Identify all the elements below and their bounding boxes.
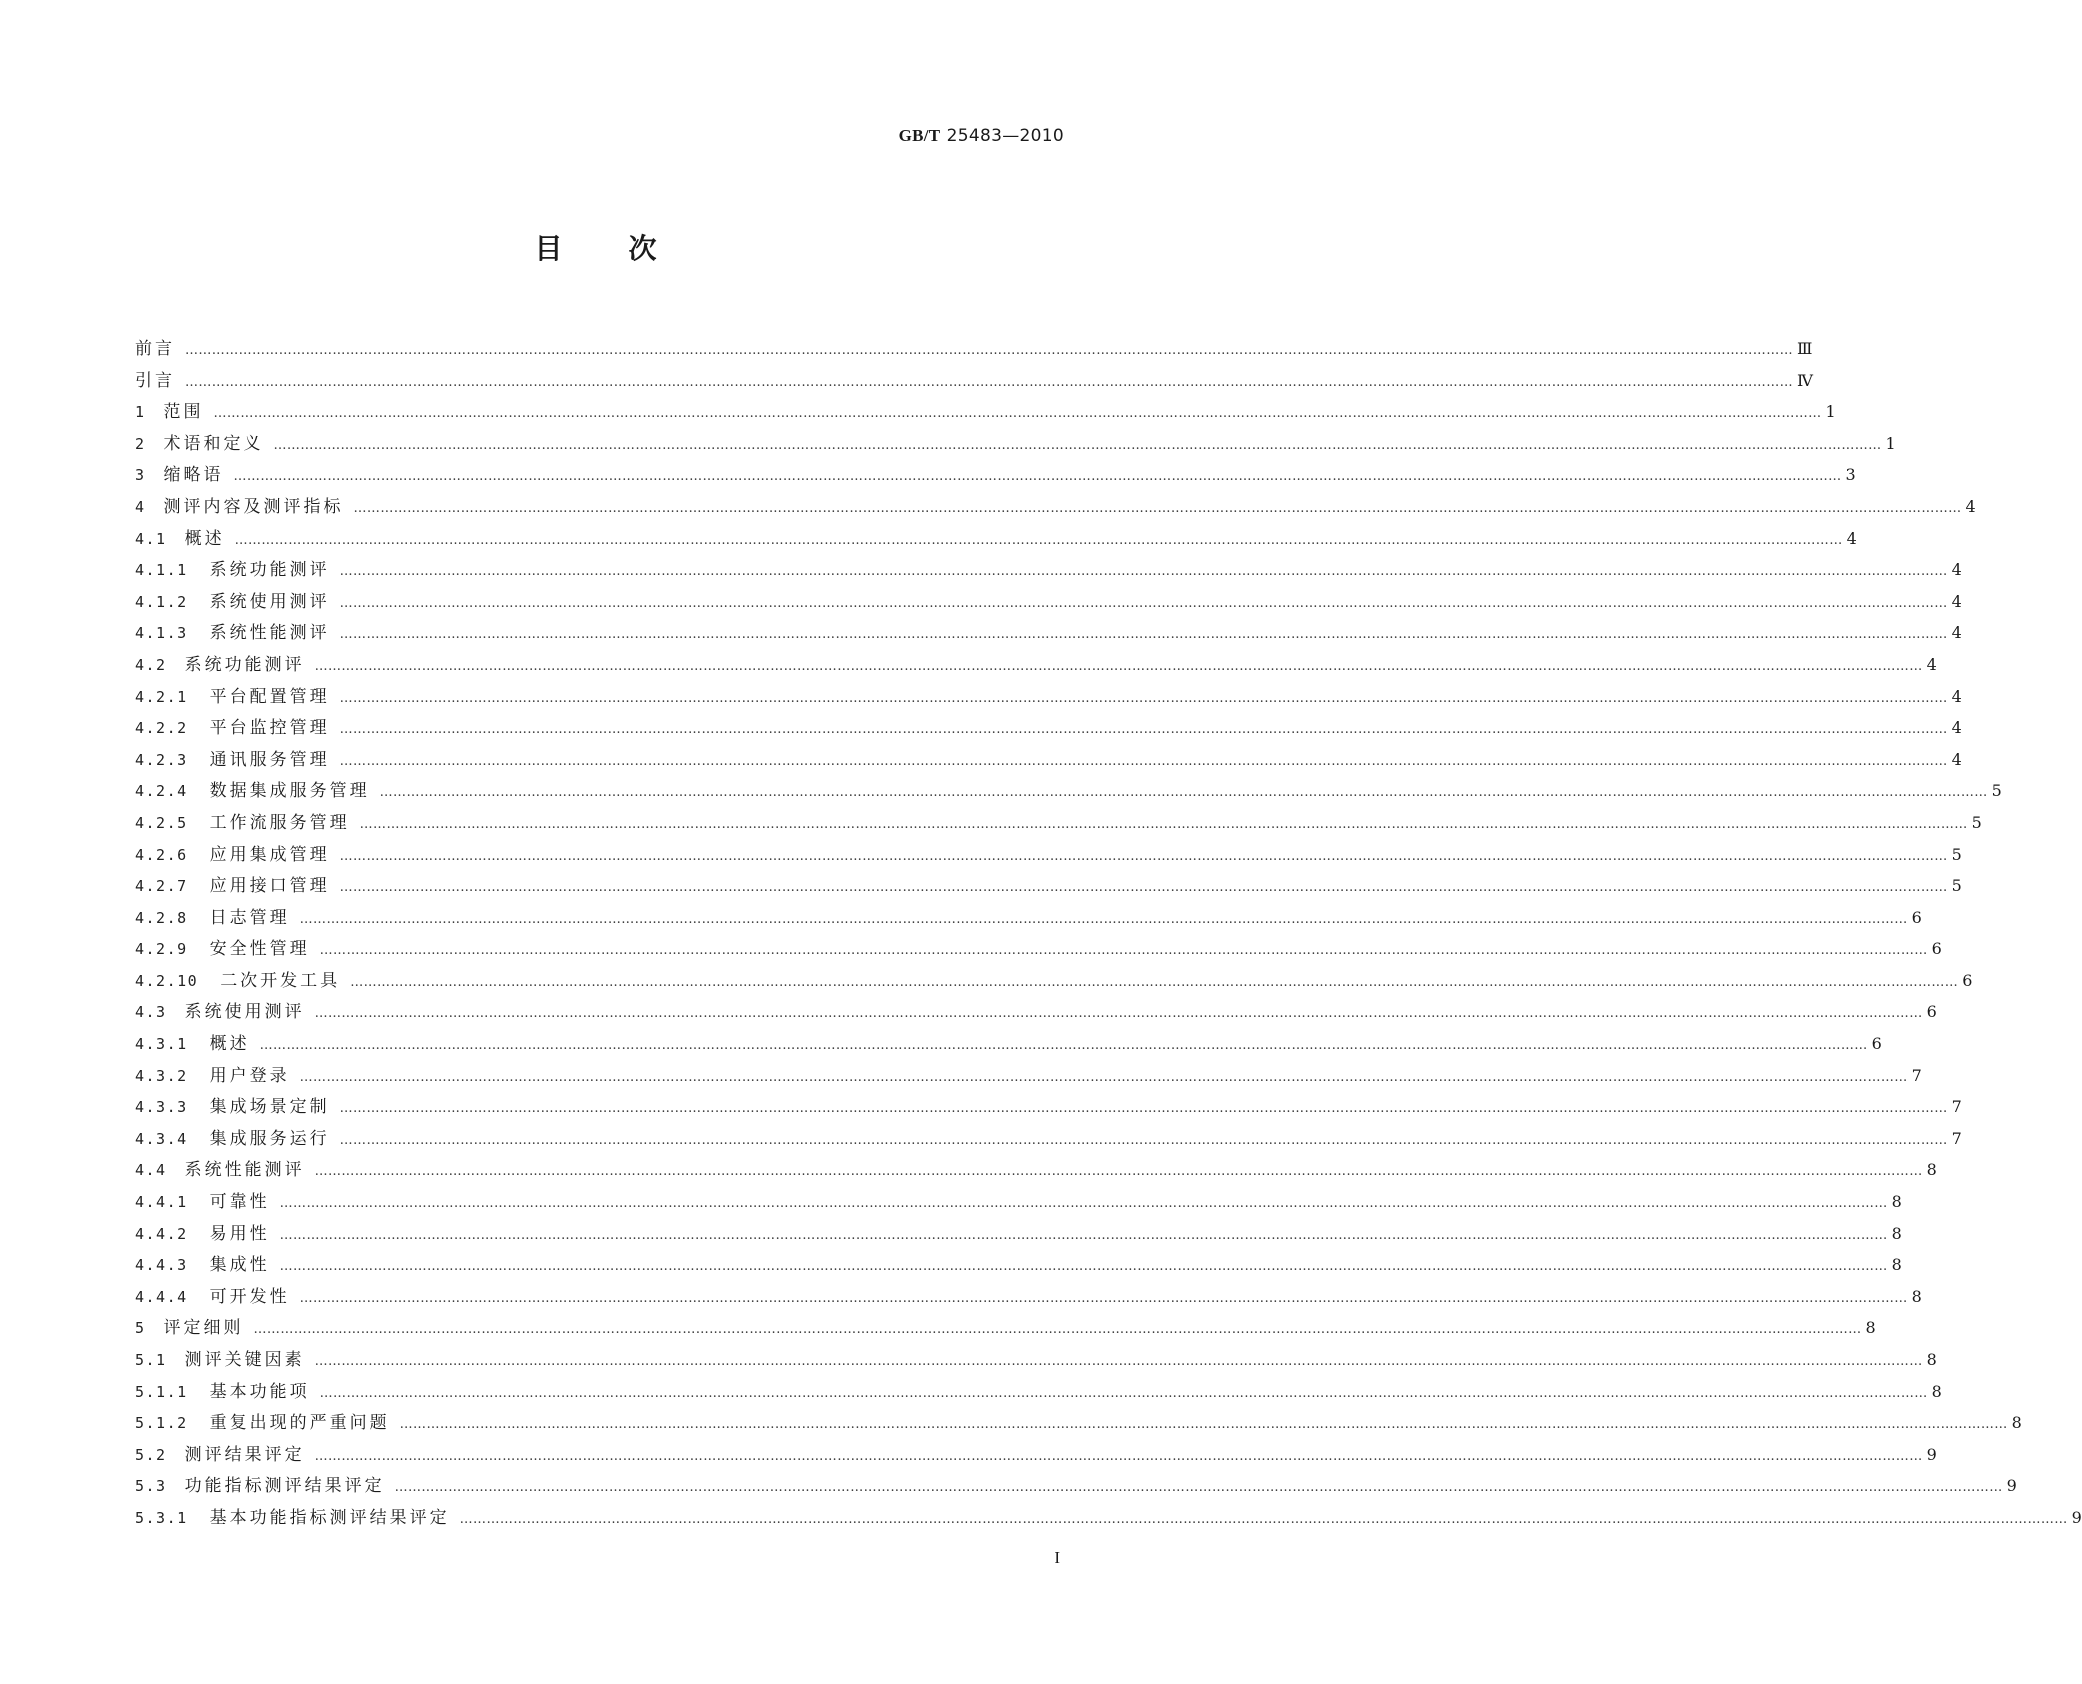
toc-entry-number: 5: [135, 1319, 146, 1338]
toc-entry-page: 5: [1951, 876, 1962, 896]
toc-entry-page: 1: [1885, 433, 1896, 453]
toc-entry-label: 重复出现的严重问题: [209, 1413, 390, 1434]
toc-entry-page: 8: [1926, 1350, 1937, 1369]
toc-dot-leader: ………………………………………………………………………………………………………………………………………………………………………………………………………………………………………………………………………………………………………………………………: [299, 911, 1908, 927]
toc-entry-number: 4.2.5: [135, 813, 188, 832]
toc-entry[interactable]: [135, 459, 1856, 491]
toc-entry-page: 4: [1846, 528, 1857, 548]
toc-entry-label: 基本功能指标测评结果评定: [209, 1507, 450, 1528]
toc-entry[interactable]: [135, 1281, 1922, 1313]
toc-entry[interactable]: [135, 523, 1857, 555]
toc-entry-number: 2: [135, 434, 146, 453]
toc-entry-page: 8: [1911, 1286, 1922, 1306]
page-title: [0, 227, 1191, 267]
toc-dot-leader: ………………………………………………………………………………………………………………………………………………………………………………………………………………………………………………………………………………………………………………………………: [279, 1196, 1888, 1212]
toc-entry-number: 5.1.1: [135, 1382, 188, 1401]
toc-dot-leader: ………………………………………………………………………………………………………………………………………………………………………………………………………………………………………………………………………………………………………………………………: [233, 469, 1842, 485]
toc-dot-leader: ………………………………………………………………………………………………………………………………………………………………………………………………………………………………………………………………………………………………………………………………: [314, 658, 1923, 674]
toc-dot-leader: ………………………………………………………………………………………………………………………………………………………………………………………………………………………………………………………………………………………………………………………………: [253, 1322, 1862, 1338]
toc-entry[interactable]: [135, 1028, 1882, 1060]
toc-entry-label: 范围: [163, 402, 204, 423]
toc-dot-leader: ………………………………………………………………………………………………………………………………………………………………………………………………………………………………………………………………………………………………………………………………: [314, 1006, 1923, 1022]
toc-dot-leader: ………………………………………………………………………………………………………………………………………………………………………………………………………………………………………………………………………………………………………………………………: [259, 1038, 1868, 1054]
toc-entry-number: 4.2.4: [135, 782, 188, 801]
toc-entry[interactable]: [135, 333, 1813, 365]
toc-entry-number: 4.1.2: [135, 592, 188, 611]
toc-dot-leader: ………………………………………………………………………………………………………………………………………………………………………………………………………………………………………………………………………………………………………………………………: [279, 1259, 1888, 1275]
toc-entry-page: 5: [1951, 844, 1962, 864]
toc-entry-page: 8: [1891, 1223, 1902, 1243]
toc-entry-label: 日志管理: [209, 907, 290, 928]
toc-entry-number: 4.2.8: [135, 908, 188, 927]
toc-entry-label: 可开发性: [209, 1286, 290, 1307]
toc-dot-leader: ………………………………………………………………………………………………………………………………………………………………………………………………………………………………………………………………………………………………………………………………: [339, 627, 1948, 643]
toc-entry-page: 4: [1926, 654, 1937, 674]
toc-entry-number: 5.3: [135, 1477, 167, 1496]
toc-entry-number: 4.3: [135, 1003, 167, 1022]
toc-dot-leader: ………………………………………………………………………………………………………………………………………………………………………………………………………………………………………………………………………………………………………………………………: [213, 406, 1822, 422]
toc-entry[interactable]: [135, 1154, 1937, 1186]
toc-entry-page: 4: [1951, 623, 1962, 643]
toc-entry-page: 4: [1951, 591, 1962, 611]
toc-entry[interactable]: [135, 839, 1962, 871]
toc-dot-leader: ………………………………………………………………………………………………………………………………………………………………………………………………………………………………………………………………………………………………………………………………: [394, 1480, 2003, 1496]
toc-entry-label: 平台配置管理: [209, 686, 330, 707]
toc-entry-page: 4: [1951, 718, 1962, 738]
toc-entry[interactable]: [135, 1091, 1962, 1123]
toc-entry[interactable]: [135, 586, 1962, 618]
toc-entry-label: 缩略语: [163, 465, 224, 486]
toc-dot-leader: ………………………………………………………………………………………………………………………………………………………………………………………………………………………………………………………………………………………………………………………………: [339, 595, 1948, 611]
toc-entry-label: 系统性能测评: [209, 623, 330, 644]
toc-entry-label: 概述: [209, 1034, 250, 1055]
toc-entry[interactable]: [135, 681, 1962, 713]
toc-entry[interactable]: [135, 870, 1962, 902]
page-number: I: [1054, 1548, 1060, 1567]
toc-entry-number: 4: [135, 497, 146, 516]
toc-entry-label: 工作流服务管理: [209, 812, 350, 833]
toc-entry-page: 8: [1891, 1192, 1902, 1212]
toc-entry-page: 6: [1871, 1034, 1882, 1054]
toc-entry[interactable]: [135, 1218, 1902, 1250]
toc-entry[interactable]: [135, 1407, 2022, 1439]
toc-entry-number: 4.3.4: [135, 1129, 188, 1148]
toc-entry[interactable]: [135, 1344, 1937, 1376]
toc-entry-page: 8: [2011, 1413, 2022, 1433]
toc-entry-page: 8: [1926, 1160, 1937, 1180]
toc-entry-label: 系统使用测评: [209, 591, 330, 612]
toc-entry-number: 3: [135, 466, 146, 485]
toc-dot-leader: ………………………………………………………………………………………………………………………………………………………………………………………………………………………………………………………………………………………………………………………………: [339, 880, 1948, 896]
standard-code: GB/T: [898, 126, 941, 145]
toc-entry-number: 4.2: [135, 655, 167, 674]
toc-entry[interactable]: [135, 744, 1962, 776]
toc-entry-page: 1: [1825, 402, 1836, 422]
toc-dot-leader: ………………………………………………………………………………………………………………………………………………………………………………………………………………………………………………………………………………………………………………………………: [314, 1354, 1923, 1369]
toc-entry-number: 4.1: [135, 529, 167, 548]
toc-entry[interactable]: [135, 1123, 1962, 1155]
toc-entry-label: 应用集成管理: [209, 844, 330, 865]
toc-entry-page: 9: [2006, 1476, 2017, 1496]
toc-entry[interactable]: [135, 1470, 2017, 1502]
toc-entry-page: 9: [2071, 1507, 2082, 1527]
toc-entry-number: 1: [135, 403, 146, 422]
standard-year-number: 25483—2010: [946, 126, 1064, 146]
toc-entry-label: 通讯服务管理: [209, 749, 330, 770]
toc-entry-page: 8: [1931, 1381, 1942, 1401]
toc-dot-leader: ………………………………………………………………………………………………………………………………………………………………………………………………………………………………………………………………………………………………………………………………: [459, 1511, 2068, 1527]
toc-entry[interactable]: [135, 1312, 1876, 1344]
toc-entry[interactable]: [135, 1060, 1922, 1092]
toc-dot-leader: ………………………………………………………………………………………………………………………………………………………………………………………………………………………………………………………………………………………………………………………………: [339, 1132, 1948, 1148]
toc-entry-label: 系统性能测评: [184, 1160, 305, 1181]
toc-entry-page: 7: [1951, 1097, 1962, 1117]
toc-entry-label: 系统功能测评: [209, 560, 330, 581]
toc-dot-leader: ………………………………………………………………………………………………………………………………………………………………………………………………………………………………………………………………………………………………………………………………: [273, 437, 1882, 453]
toc-dot-leader: ………………………………………………………………………………………………………………………………………………………………………………………………………………………………………………………………………………………………………………………………: [185, 343, 1793, 358]
toc-entry-number: 4.3.1: [135, 1035, 188, 1054]
toc-entry-page: 6: [1911, 907, 1922, 927]
toc-entry-number: 5.1: [135, 1351, 167, 1369]
toc-entry-label: 测评结果评定: [184, 1444, 305, 1465]
toc-entry-number: 4.4.3: [135, 1256, 188, 1275]
toc-entry-page: 4: [1951, 560, 1962, 580]
toc-entry-label: 应用接口管理: [209, 876, 330, 897]
toc-entry-page: 3: [1845, 465, 1856, 485]
toc-entry-label: 概述: [184, 528, 225, 549]
toc-entry[interactable]: [135, 365, 1813, 397]
toc-entry[interactable]: [135, 712, 1962, 744]
toc-dot-leader: ………………………………………………………………………………………………………………………………………………………………………………………………………………………………………………………………………………………………………………………………: [314, 1164, 1923, 1180]
toc-entry[interactable]: [135, 396, 1836, 428]
toc-dot-leader: ………………………………………………………………………………………………………………………………………………………………………………………………………………………………………………………………………………………………………………………………: [339, 564, 1948, 580]
toc-dot-leader: ………………………………………………………………………………………………………………………………………………………………………………………………………………………………………………………………………………………………………………………………: [339, 848, 1948, 864]
toc-entry-number: 5.2: [135, 1445, 167, 1464]
toc-entry[interactable]: [135, 1376, 1942, 1408]
toc-entry[interactable]: [135, 902, 1922, 934]
toc-entry-number: 4.2.2: [135, 719, 188, 738]
toc-entry-label: 术语和定义: [163, 433, 264, 454]
toc-entry-number: 4.2.10: [135, 971, 199, 990]
toc-entry-page: 7: [1951, 1128, 1962, 1148]
toc-entry-number: 4.3.3: [135, 1098, 188, 1117]
toc-dot-leader: ………………………………………………………………………………………………………………………………………………………………………………………………………………………………………………………………………………………………………………………………: [339, 1101, 1948, 1117]
toc-entry-number: 4.1.1: [135, 561, 188, 580]
toc-entry-number: 5.1.2: [135, 1414, 188, 1433]
toc-dot-leader: ………………………………………………………………………………………………………………………………………………………………………………………………………………………………………………………………………………………………………………………………: [299, 1069, 1908, 1085]
toc-entry-number: 4.2.9: [135, 940, 188, 959]
toc-dot-leader: ………………………………………………………………………………………………………………………………………………………………………………………………………………………………………………………………………………………………………………………………: [314, 1448, 1923, 1464]
toc-entry-page: 6: [1926, 1002, 1937, 1022]
toc-entry-page: 6: [1962, 970, 1973, 990]
toc-entry-label: 系统功能测评: [184, 654, 305, 675]
toc-entry-page: 8: [1891, 1255, 1902, 1275]
toc-entry-label: 二次开发工具: [220, 970, 341, 991]
toc-dot-leader: ………………………………………………………………………………………………………………………………………………………………………………………………………………………………………………………………………………………………………………………………: [339, 753, 1948, 769]
toc-entry-page: 4: [1951, 686, 1962, 706]
toc-dot-leader: ………………………………………………………………………………………………………………………………………………………………………………………………………………………………………………………………………………………………………………………………: [339, 722, 1948, 738]
toc-entry-page: 9: [1926, 1444, 1937, 1464]
title-char-2: 次: [628, 232, 657, 265]
toc-entry-label: 数据集成服务管理: [209, 781, 370, 802]
toc-entry-label: 集成性: [209, 1255, 270, 1276]
toc-entry-label: 用户登录: [209, 1065, 290, 1086]
toc-entry[interactable]: [135, 1502, 2082, 1534]
table-of-contents: [135, 333, 2082, 1534]
toc-entry-label: 引言: [135, 370, 175, 391]
toc-entry-page: 5: [1991, 781, 2002, 801]
toc-entry-number: 4.2.1: [135, 687, 188, 706]
toc-entry[interactable]: [135, 554, 1962, 586]
toc-entry[interactable]: [135, 649, 1937, 681]
toc-dot-leader: ………………………………………………………………………………………………………………………………………………………………………………………………………………………………………………………………………………………………………………………………: [379, 785, 1988, 801]
toc-entry-page: 5: [1971, 812, 1982, 832]
toc-entry[interactable]: [135, 1186, 1902, 1218]
toc-entry-number: 4.2.7: [135, 877, 188, 896]
toc-dot-leader: ………………………………………………………………………………………………………………………………………………………………………………………………………………………………………………………………………………………………………………………………: [353, 500, 1962, 516]
toc-entry[interactable]: [135, 807, 1982, 839]
toc-entry-label: 安全性管理: [209, 939, 310, 960]
toc-entry-page: 6: [1931, 939, 1942, 959]
toc-entry[interactable]: [135, 491, 1976, 523]
toc-entry-number: 4.3.2: [135, 1066, 188, 1085]
toc-entry-label: 系统使用测评: [184, 1002, 305, 1023]
toc-entry-number: 4.4: [135, 1161, 167, 1180]
toc-entry[interactable]: [135, 1439, 1937, 1471]
toc-entry-number: 4.4.2: [135, 1224, 188, 1243]
toc-dot-leader: ………………………………………………………………………………………………………………………………………………………………………………………………………………………………………………………………………………………………………………………………: [339, 690, 1948, 706]
toc-entry-label: 评定细则: [163, 1318, 244, 1339]
toc-entry-page: Ⅲ: [1797, 339, 1813, 358]
toc-entry-label: 易用性: [209, 1223, 270, 1244]
toc-entry[interactable]: [135, 617, 1962, 649]
toc-entry-page: 8: [1865, 1318, 1876, 1338]
toc-entry-page: Ⅳ: [1797, 370, 1813, 390]
toc-entry-number: 5.3.1: [135, 1508, 188, 1527]
toc-dot-leader: ………………………………………………………………………………………………………………………………………………………………………………………………………………………………………………………………………………………………………………………………: [279, 1227, 1888, 1243]
toc-entry-number: 4.4.4: [135, 1287, 188, 1306]
toc-dot-leader: ………………………………………………………………………………………………………………………………………………………………………………………………………………………………………………………………………………………………………………………………: [234, 532, 1843, 548]
toc-entry-label: 可靠性: [209, 1192, 270, 1213]
toc-entry-page: 4: [1951, 749, 1962, 769]
toc-entry-number: 4.2.6: [135, 845, 188, 864]
toc-entry[interactable]: [135, 933, 1942, 965]
toc-entry-page: 7: [1911, 1065, 1922, 1085]
toc-dot-leader: ………………………………………………………………………………………………………………………………………………………………………………………………………………………………………………………………………………………………………………………………: [359, 816, 1968, 832]
toc-dot-leader: ………………………………………………………………………………………………………………………………………………………………………………………………………………………………………………………………………………………………………………………………: [319, 1385, 1928, 1401]
standard-number: [899, 126, 1064, 146]
toc-entry-number: 4.2.3: [135, 750, 188, 769]
toc-entry-page: 4: [1965, 496, 1976, 516]
title-char-1: 目: [534, 232, 563, 265]
toc-entry-label: 测评关键因素: [184, 1350, 305, 1370]
toc-entry-label: 功能指标测评结果评定: [184, 1476, 385, 1497]
toc-entry[interactable]: [135, 1249, 1902, 1281]
toc-entry-label: 平台监控管理: [209, 718, 330, 739]
toc-dot-leader: ………………………………………………………………………………………………………………………………………………………………………………………………………………………………………………………………………………………………………………………………: [299, 1290, 1908, 1306]
toc-entry[interactable]: [135, 428, 1896, 460]
toc-dot-leader: ………………………………………………………………………………………………………………………………………………………………………………………………………………………………………………………………………………………………………………………………: [185, 374, 1793, 390]
toc-entry[interactable]: [135, 965, 1973, 997]
toc-entry-number: 4.1.3: [135, 624, 188, 643]
toc-entry-number: 4.4.1: [135, 1193, 188, 1212]
toc-entry-label: 基本功能项: [209, 1381, 310, 1402]
toc-entry-label: 测评内容及测评指标: [163, 496, 344, 517]
toc-entry[interactable]: [135, 775, 2002, 807]
toc-dot-leader: ………………………………………………………………………………………………………………………………………………………………………………………………………………………………………………………………………………………………………………………………: [350, 974, 1959, 990]
toc-entry-label: 前言: [135, 339, 175, 359]
toc-entry-label: 集成服务运行: [209, 1128, 330, 1149]
toc-entry[interactable]: [135, 996, 1937, 1028]
toc-dot-leader: ………………………………………………………………………………………………………………………………………………………………………………………………………………………………………………………………………………………………………………………………: [319, 943, 1928, 959]
toc-dot-leader: ………………………………………………………………………………………………………………………………………………………………………………………………………………………………………………………………………………………………………………………………: [399, 1417, 2008, 1433]
toc-entry-label: 集成场景定制: [209, 1097, 330, 1118]
